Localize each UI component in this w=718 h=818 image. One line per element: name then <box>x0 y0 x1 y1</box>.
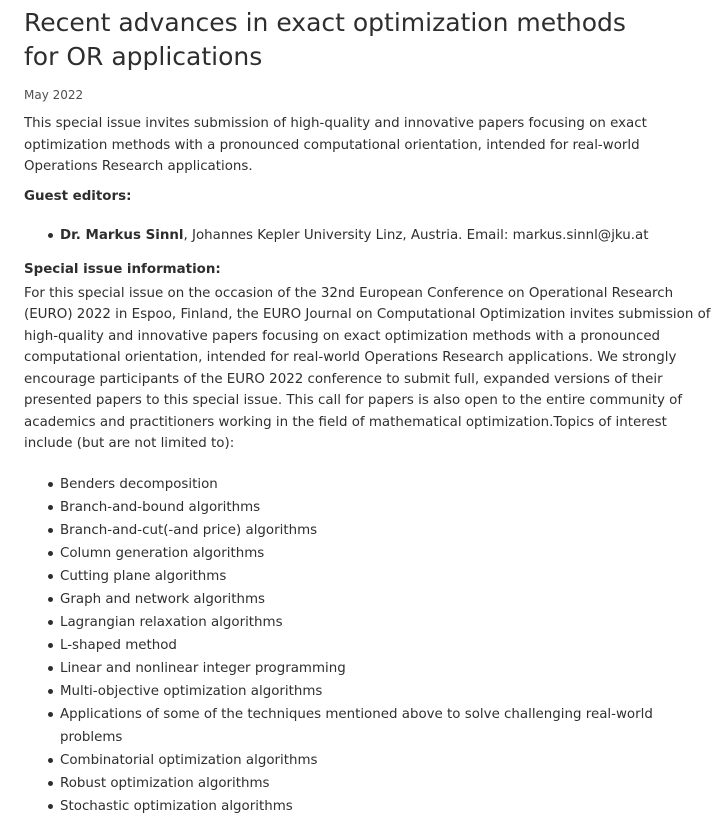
topic-item <box>24 519 718 542</box>
editor-name: Dr. Markus Sinnl <box>60 227 184 243</box>
topic-item <box>24 542 718 565</box>
editors-list <box>24 224 718 247</box>
topic-label: Combinatorial optimization algorithms <box>60 752 318 768</box>
bullet-icon <box>48 233 53 238</box>
bullet-icon <box>48 712 53 717</box>
topic-item <box>24 703 718 749</box>
topic-label: Lagrangian relaxation algorithms <box>60 614 283 630</box>
bullet-icon <box>48 528 53 533</box>
bullet-icon <box>48 666 53 671</box>
topic-label: Branch-and-cut(-and price) algorithms <box>60 522 318 538</box>
topic-label: Applications of some of the techniques mentioned above to solve challenging real-world problems <box>60 706 653 745</box>
bullet-icon <box>48 505 53 510</box>
topic-item <box>24 680 718 703</box>
topic-label: Graph and network algorithms <box>60 591 266 607</box>
bullet-icon <box>48 482 53 487</box>
page-title: Recent advances in exact optimization methods for OR applications <box>24 8 626 71</box>
bullet-icon <box>48 643 53 648</box>
topic-label: Column generation algorithms <box>60 545 265 561</box>
topic-label: Robust optimization algorithms <box>60 775 270 791</box>
special-issue-info-paragraph: For this special issue on the occasion of the 32nd European Conference on Operational Research (EURO) 2022 in Espoo, Finland, the EURO Journal on Computational Optimization invites submission of high-quality and innovative papers focusing on exact optimization methods with a pronounced computational orientation, intended for real-world Operations Research applications. We strongly encourage participants of the EURO 2022 conference to submit full, expanded versions of their presented papers to this special issue. This call for papers is also open to the entire community of academics and practitioners working in the field of mathematical optimization.Topics of interest include (but are not limited to): <box>24 285 711 451</box>
topic-label: Linear and nonlinear integer programming <box>60 660 346 676</box>
bullet-icon <box>48 689 53 694</box>
publication-date: May 2022 <box>24 88 84 102</box>
topic-item <box>24 772 718 795</box>
topic-item <box>24 749 718 772</box>
topic-label: Benders decomposition <box>60 476 218 492</box>
editor-details: , Johannes Kepler University Linz, Austria. Email: markus.sinnl@jku.at <box>183 227 649 243</box>
topic-item <box>24 657 718 680</box>
bullet-icon <box>48 620 53 625</box>
topic-label: Cutting plane algorithms <box>60 568 227 584</box>
topic-label: Stochastic optimization algorithms <box>60 798 293 814</box>
topics-list <box>24 473 718 818</box>
topic-label: L-shaped method <box>60 637 177 653</box>
special-issue-info-heading: Special issue information: <box>24 261 221 277</box>
topic-item <box>24 634 718 657</box>
topic-item <box>24 611 718 634</box>
bullet-icon <box>48 758 53 763</box>
bullet-icon <box>48 574 53 579</box>
topic-label: Branch-and-bound algorithms <box>60 499 261 515</box>
topic-item <box>24 473 718 496</box>
topic-item <box>24 496 718 519</box>
bullet-icon <box>48 597 53 602</box>
topic-label: Multi-objective optimization algorithms <box>60 683 323 699</box>
bullet-icon <box>48 781 53 786</box>
bullet-icon <box>48 804 53 809</box>
intro-paragraph: This special issue invites submission of high-quality and innovative papers focusing on exact optimization methods with a pronounced computational orientation, intended for real-world Operations Research applications. <box>24 116 647 174</box>
guest-editors-heading: Guest editors: <box>24 188 132 204</box>
topic-item <box>24 795 718 818</box>
editor-item <box>24 224 718 247</box>
topic-item <box>24 565 718 588</box>
bullet-icon <box>48 551 53 556</box>
topic-item <box>24 588 718 611</box>
